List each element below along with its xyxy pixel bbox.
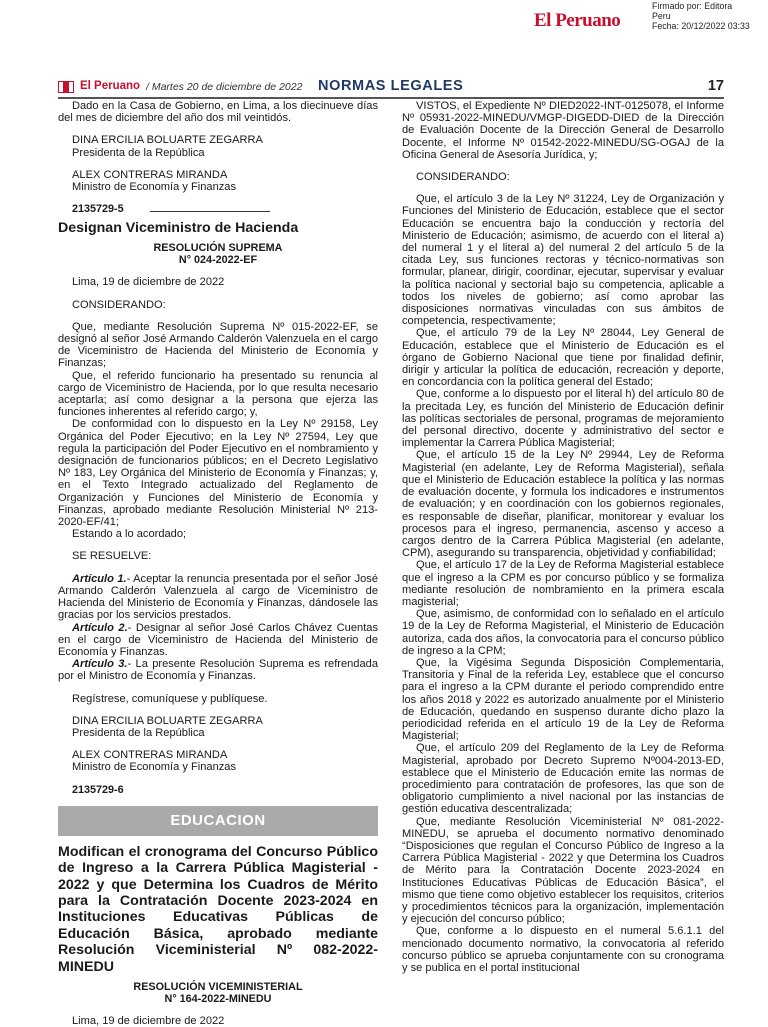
signatory-title: Ministro de Economía y Finanzas (72, 761, 237, 774)
signatory-name: DINA ERCILIA BOLUARTE ZEGARRA (72, 134, 263, 147)
registrese-line: Regístrese, comuníquese y publíquese. (72, 692, 268, 705)
paragraph: Que, conforme a lo dispuesto en el numeral 5.6.1.1 del mencionado documento normativo, la convocatoria al referido concurso público se aprueba conjuntamente con su cronograma y se publica en el portal institucional (402, 925, 724, 975)
paragraph: Que, la Vigésima Segunda Disposición Complementaria, Transitoria y Final de la referida Ley, establece que el concurso para el ingreso a la CPM durante el periodo comprendido entre los años 2018 y 2022 es autorizado anualmente por el Ministerio de Educación, quedando en suspenso durante dicho plazo la periodicidad referida en el artículo 19 de la Ley de Reforma Magisterial; (402, 656, 724, 743)
separator-rule (150, 211, 270, 212)
paragraph: Que, el artículo 17 de la Ley de Reforma Magisterial establece que el ingreso a la CPM es por concurso público y se formaliza mediante resolución de nombramiento en la primera escala magisterial; (402, 559, 724, 608)
document-code: 2135729-6 (72, 783, 124, 796)
article-text: - Designar al señor José Carlos Chávez Cuentas en el cargo de Viceministro de Hacienda del Ministerio de Economía y Finanzas. (58, 621, 378, 658)
header-date: / Martes 20 de diciembre de 2022 (146, 81, 303, 93)
paragraph: Que, el artículo 15 de la Ley Nº 29944, Ley de Reforma Magisterial (en adelante, Ley de Reforma Magisterial), señala que el Ministerio de Educación establece la política y las normas de evaluación docente, y formula los indicadores e instrumentos de evaluación; y en coordinación con los gobiernos regionales, es responsable de diseñar, planificar, monitorear y evaluar los procesos para el ingreso, permanencia, ascenso y acceso a cargos dentro de la Carrera Pública Magisterial (en adelante, CPM), asegurando su transparencia, objetividad y confiabilidad; (402, 449, 724, 560)
article-label: Artículo 1. (72, 572, 127, 585)
section-title: NORMAS LEGALES (318, 78, 464, 94)
norm-heading: Designan Viceministro de Hacienda (58, 220, 299, 237)
digital-signature-block (534, 0, 768, 34)
section-banner-educacion: EDUCACION (58, 806, 378, 836)
resuelve-label: SE RESUELVE: (72, 550, 152, 563)
article-3 (58, 658, 378, 682)
page-header (58, 78, 724, 98)
document-code: 2135729-5 (72, 203, 124, 216)
resolution-title: RESOLUCIÓN SUPREMA (153, 242, 283, 255)
resolution-date: Lima, 19 de diciembre de 2022 (72, 276, 225, 289)
paragraph: De conformidad con lo dispuesto en la Ley Nº 29158, Ley Orgánica del Poder Ejecutivo; en la Ley Nº 27594, Ley que regula la participación del Poder Ejecutivo en el nombramiento y designación de funcionarios públicos; en el Decreto Legislativo Nº 183, Ley Orgánica del Ministerio de Economía y Finanzas; y, en el Texto Integrado actualizado del Reglamento de Organización y Funciones del Ministerio de Economía y Finanzas, aprobado mediante Resolución Ministerial Nº 213-2020-EF/41; (58, 418, 378, 529)
article-text: - La presente Resolución Suprema es refrendada por el Ministro de Economía y Finanzas. (58, 658, 378, 683)
article-label: Artículo 3. (72, 658, 128, 671)
paragraph: Que, el artículo 79 de la Ley Nº 28044, Ley General de Educación, establece que el Ministerio de Educación es el órgano de Gobierno Nacional que tiene por finalidad definir, dirigir y articular la política de educación, recreación y deporte, en concordancia con la política general del Estado; (402, 327, 724, 389)
closing-paragraph: Dado en la Casa de Gobierno, en Lima, a los diecinueve días del mes de diciembre del año dos mil veintidós. (58, 100, 378, 125)
paragraph: Estando a lo acordado; (72, 528, 187, 541)
article-text: - Aceptar la renuncia presentada por el señor José Armando Calderón Valenzuela al cargo de Viceministro de Hacienda del Ministerio de Economía y Finanzas, dándosele las gracias por los servicios prestados. (58, 572, 378, 622)
paragraph: Que, mediante Resolución Suprema Nº 015-2022-EF, se designó al señor José Armando Calderón Valenzuela en el cargo de Viceministro de Hacienda del Ministerio de Economía y Finanzas; (58, 320, 378, 370)
paragraph: Que, el artículo 3 de la Ley Nº 31224, Ley de Organización y Funciones del Ministerio de Educación, establece que el sector Educación se encuentra bajo la conducción y rectoría del Ministerio de Educación; asimismo, de acuerdo con el literal a) del numeral 1 y el literal a) del numeral 2 del artículo 5 de la citada Ley, sus funciones rectoras y técnico-normativas son formular, planear, dirigir, coordinar, ejecutar, supervisar y evaluar la política nacional y sectorial bajo su competencia, aplicable a todos los niveles de gobierno; así como aprobar las disposiciones normativas vinculadas con sus ámbitos de competencia, respectivamente; (402, 193, 724, 328)
el-peruano-logo: El Peruano (534, 10, 621, 31)
resolution-title: RESOLUCIÓN VICEMINISTERIAL (133, 980, 303, 993)
signatory-name: DINA ERCILIA BOLUARTE ZEGARRA (72, 714, 263, 727)
signatory-name: ALEX CONTRERAS MIRANDA (72, 168, 228, 181)
paragraph: Que, el artículo 209 del Reglamento de la Ley de Reforma Magisterial, aprobado por Decreto Supremo Nº004-2013-ED, establece que el Ministerio de Educación emite las normas de procedimiento para contratación de profesores, las que son de obligatorio cumplimiento a nivel nacional por las instancias de gestión educativa descentralizada; (402, 742, 724, 816)
signatory-title: Presidenta de la República (72, 146, 205, 159)
resolution-date: Lima, 19 de diciembre de 2022 (72, 1014, 225, 1027)
left-column (58, 100, 378, 1027)
considerando-label: CONSIDERANDO: (416, 171, 510, 184)
considerando-label: CONSIDERANDO: (72, 298, 166, 311)
resolution-number: N° 164-2022-MINEDU (164, 992, 272, 1005)
article-1 (58, 573, 378, 622)
paragraph: Que, conforme a lo dispuesto por el literal h) del artículo 80 de la precitada Ley, es función del Ministerio de Educación definir las políticas sectoriales de personal, programas de mejoramiento del personal directivo, docente y administrativo del sector e implementar la Carrera Pública Magisterial; (402, 388, 724, 450)
signature-text: Firmado por: Editora Peru Fecha: 20/12/2022 03:33 (652, 1, 750, 31)
paragraph: Que, el referido funcionario ha presentado su renuncia al cargo de Viceministro de Hacienda, por lo que resulta necesario aceptarla; así como designar a la persona que ejerza las funciones inherentes al referido cargo; y, (58, 369, 378, 419)
resolution-number: N° 024-2022-EF (178, 254, 258, 267)
header-brand: El Peruano (80, 80, 141, 92)
norm-heading: Modifican el cronograma del Concurso Público de Ingreso a la Carrera Pública Magisterial - 2022 y que Determina los Cuadros de Mérito para la Contratación Docente 2023-2024 en Instituciones Educativas Públicas de Educación Básica, aprobado mediante Resolución Viceministerial Nº 082-2022-MINEDU (58, 843, 378, 975)
peru-flag-icon (58, 81, 74, 93)
vistos-paragraph: VISTOS, el Expediente Nº DIED2022-INT-0125078, el Informe Nº 05931-2022-MINEDU/VMGP-DIGEDD-DIED de la Dirección de Evaluación Docente de la Dirección General de Desarrollo Docente, el Informe Nº 01542-2022-MINEDU/SG-OGAJ de la Oficina General de Asesoría Jurídica, y; (402, 100, 724, 161)
article-2 (58, 622, 378, 659)
page-number: 17 (707, 78, 724, 94)
signatory-name: ALEX CONTRERAS MIRANDA (72, 749, 228, 762)
article-label: Artículo 2. (72, 621, 128, 634)
paragraph: Que, mediante Resolución Viceministerial Nº 081-2022-MINEDU, se aprueba el documento normativo denominado “Disposiciones que regulan el Concurso Público de Ingreso a la Carrera Pública Magisterial - 2022 y que Determina los Cuadros de Mérito para la Contratación Docente 2023-2024 en Instituciones Educativas Públicas de Educación Básica”, el mismo que tiene como objetivo establecer los requisitos, criterios y procedimientos técnicos para la organización, implementación y ejecución del concurso público; (402, 815, 724, 926)
signatory-title: Ministro de Economía y Finanzas (72, 181, 237, 194)
paragraph: Que, asimismo, de conformidad con lo señalado en el artículo 19 de la Ley de Reforma Magisterial, el Ministerio de Educación autoriza, cada dos años, la convocatoria para el concurso público de ingreso a la CPM; (402, 608, 724, 657)
right-column (402, 100, 724, 974)
header-divider (58, 97, 724, 99)
signatory-title: Presidenta de la República (72, 726, 205, 739)
